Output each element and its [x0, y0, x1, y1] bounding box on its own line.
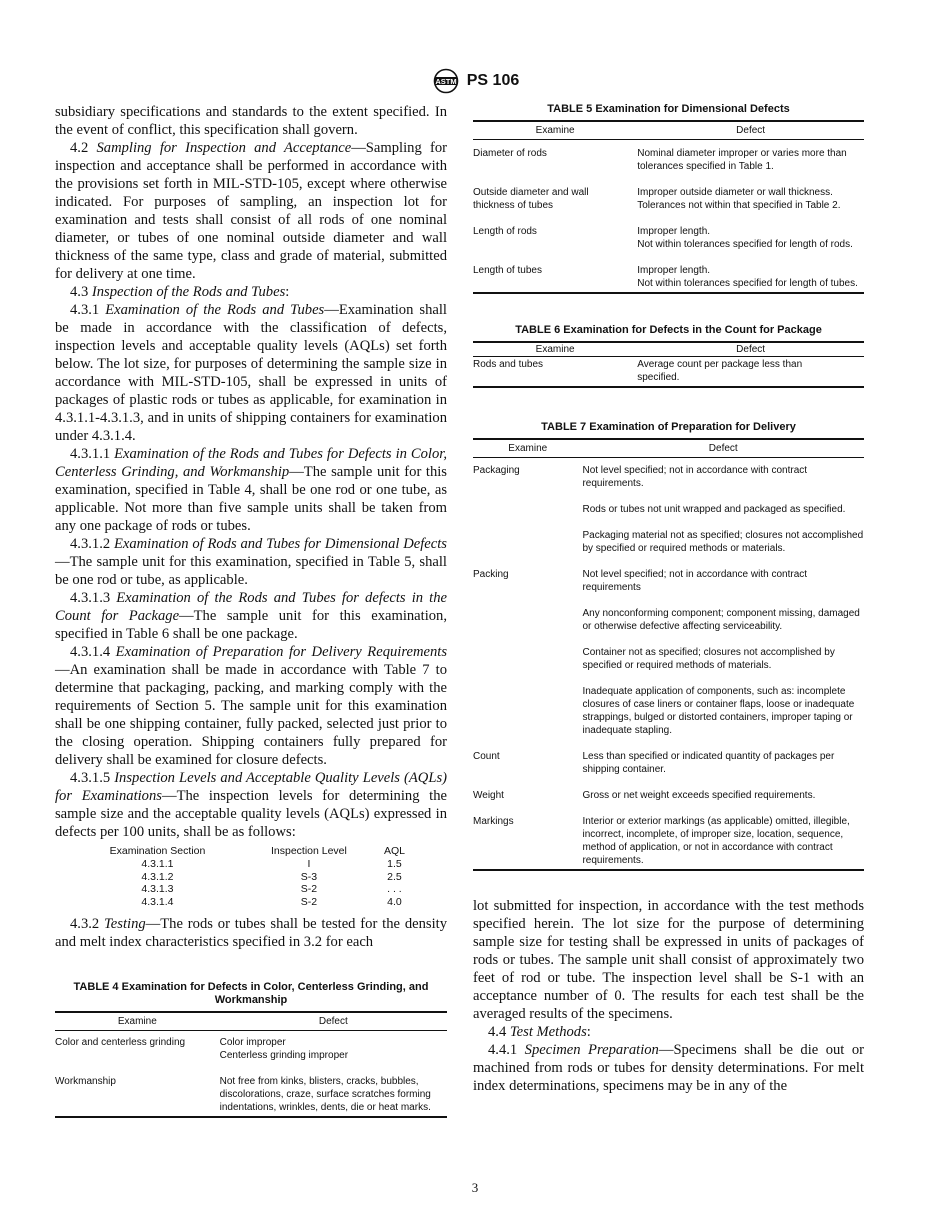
- column-header: Examine: [473, 439, 582, 458]
- column-header: Defect: [220, 1012, 447, 1031]
- table-row: Packing Not level specified; not in accordance with contract requirements: [473, 569, 808, 593]
- table-caption: TABLE 4 Examination for Defects in Color, Centerless Grinding, and Workmanship: [73, 980, 429, 1006]
- page-header: [0, 68, 950, 99]
- table-row: Markings Interior or exterior markings (as applicable) omitted, illegible, incorrect, incomplete, of improper size, location, sequence, method of application, or not in accordance with contract requirements.: [473, 802, 864, 870]
- table-row: Any nonconforming component; component missing, damaged or otherwise defective affecting serviceability.: [582, 608, 860, 632]
- table-row: Count Less than specified or indicated quantity of packages per shipping container.: [473, 751, 835, 775]
- table-row: Color and centerless grinding Color improper Centerless grinding improper: [55, 1036, 349, 1061]
- section-4-3-2: 4.3.2 Testing—The rods or tubes shall be tested for the density and melt index characteristics specified in 3.2 for each: [55, 915, 447, 950]
- section-4-4-1: 4.4.1 Specimen Preparation—Specimens shall be die out or machined from rods or tubes for density determinations. For melt index determinations, specimens may be in any of the: [473, 1042, 864, 1094]
- right-column: [473, 103, 864, 1095]
- section-4-3-1-3: 4.3.1.3 Examination of the Rods and Tubes for defects in the Count for Package—The sample unit for this examination, specified in Table 6 shall be one package.: [55, 590, 448, 642]
- table-6: [473, 324, 864, 388]
- table-row: 4.3.1.2 S-3 2.5: [141, 870, 402, 883]
- section-4-3-1-1: 4.3.1.1 Examination of the Rods and Tubes for Defects in Color, Centerless Grinding, and Workmanship—The sample unit for this examination, specified in Table 4, shall be one rod or one tube, as applicable. Not more than five sample units shall be taken from any one package of rods or tubes.: [55, 446, 447, 534]
- table-row: Weight Gross or net weight exceeds specified requirements.: [473, 790, 816, 801]
- column-header: Defect: [582, 439, 864, 458]
- column-header: Examine: [473, 342, 637, 357]
- column-header: Examine: [473, 121, 637, 140]
- table-row: Diameter of rods Nominal diameter improper or varies more than tolerances specified in Table 1.: [473, 148, 847, 172]
- section-4-3-1-4: 4.3.1.4 Examination of Preparation for Delivery Requirements—An examination shall be made in accordance with Table 7 to determine that packaging, packing, and marking comply with the requirements of Section 5. The sample unit for this examination shall be one shipping container, fully packed, selected just prior to the closing operation. Shipping containers fully prepared for delivery shall be examined for closure defects.: [55, 644, 448, 768]
- section-4-2: 4.2 Sampling for Inspection and Acceptance—Sampling for inspection and acceptance shall be performed in accordance with the provisions set forth in MIL-STD-105, except where otherwise indicated. For purposes of sampling, an inspection lot for examination and tests shall consist of all rods of one nominal diameter, or tubes of one nominal outside diameter and wall thickness of the same type, class and grade of material, submitted for delivery at one time.: [55, 140, 447, 282]
- table-caption: TABLE 7 Examination of Preparation for Delivery: [541, 421, 796, 433]
- table-row: Workmanship Not free from kinks, blisters, cracks, bubbles, discolorations, craze, surface scratches forming indentations, wrinkles, dents, die or heat marks.: [55, 1062, 447, 1117]
- table-row: Rods or tubes not unit wrapped and packaged as specified.: [582, 504, 846, 515]
- table-row: Packaging Not level specified; not in accordance with contract requirements.: [473, 465, 808, 489]
- aql-table: [73, 845, 413, 909]
- section-4-4: 4.4 Test Methods:: [488, 1024, 591, 1040]
- table-row: 4.3.1.1 I 1.5: [141, 857, 402, 870]
- table-row: Outside diameter and wall thickness of tubes Improper outside diameter or wall thickness. Tolerances not within that specified in Table 2.: [473, 187, 841, 211]
- aql-header: Examination Section: [109, 845, 206, 857]
- table-row: Length of rods Improper length. Not within tolerances specified for length of rods.: [473, 226, 853, 250]
- section-4-3-1-5: 4.3.1.5 Inspection Levels and Acceptable Quality Levels (AQLs) for Examinations—The inspection levels for determining the sample size and the acceptable quality levels (AQLs) expressed in defects per 100 units, shall be as follows:: [55, 770, 447, 840]
- doc-id: PS 106: [466, 72, 520, 89]
- left-column: [55, 103, 447, 1118]
- table-4: [55, 981, 447, 1118]
- astm-logo-icon: [431, 68, 461, 94]
- column-header: Defect: [637, 342, 864, 357]
- table-caption: TABLE 6 Examination for Defects in the Count for Package: [515, 324, 822, 336]
- table-7: [473, 421, 864, 871]
- table-row: Inadequate application of components, such as: incomplete closures of case liners or container flaps, loose or inadequate strappings, bulged or distorted containers, improper taping or inadequate stapling.: [582, 686, 855, 736]
- paragraph: lot submitted for inspection, in accordance with the test methods specified herein. The lot size for the purpose of determining sample size for testing shall be expressed in units of packages of rods or tubes. The sample unit shall consist of approximately two feet of rod or tube. The inspection level shall be S-1 with an acceptance number of 0. The results for each test shall be the averaged results of the specimens.: [473, 898, 864, 1022]
- table-row: Container not as specified; closures not accomplished by specified or required methods of materials.: [582, 647, 835, 671]
- paragraph: subsidiary specifications and standards to the extent specified. In the event of conflict, this specification shall govern.: [55, 104, 447, 138]
- column-header: Examine: [55, 1012, 220, 1031]
- aql-header: AQL: [383, 845, 405, 857]
- column-header: Defect: [637, 121, 864, 140]
- aql-header: Inspection Level: [270, 845, 347, 857]
- page-number: 3: [471, 1180, 479, 1195]
- svg-text:ASTM: ASTM: [435, 76, 457, 86]
- section-4-3-1-2: 4.3.1.2 Examination of Rods and Tubes for Dimensional Defects—The sample unit for this examination, specified in Table 5, shall be one rod or tube, as applicable.: [55, 536, 447, 588]
- table-row: Length of tubes Improper length. Not within tolerances specified for length of tubes.: [473, 251, 864, 293]
- table-row: 4.3.1.3 S-2 . . .: [141, 883, 402, 896]
- section-4-3-1: 4.3.1 Examination of the Rods and Tubes—Examination shall be made in accordance with the classification of defects, inspection levels and acceptable quality levels (AQLs) set forth below. The lot size, for purposes of determining the sample size in accordance with MIL-STD-105, shall be expressed in units of packages of plastic rods or tubes as applicable, for examination in 4.3.1.1-4.3.1.3, and in units of shipping containers for examination under 4.3.1.4.: [55, 302, 447, 444]
- table-row: Rods and tubes Average count per package less than specified.: [473, 357, 864, 388]
- table-caption: TABLE 5 Examination for Dimensional Defects: [547, 103, 790, 115]
- table-row: Packaging material not as specified; closures not accomplished by specified or required methods or materials.: [582, 530, 864, 554]
- table-5: [473, 103, 864, 294]
- section-4-3: 4.3 Inspection of the Rods and Tubes:: [70, 284, 290, 300]
- table-row: 4.3.1.4 S-2 4.0: [141, 896, 402, 909]
